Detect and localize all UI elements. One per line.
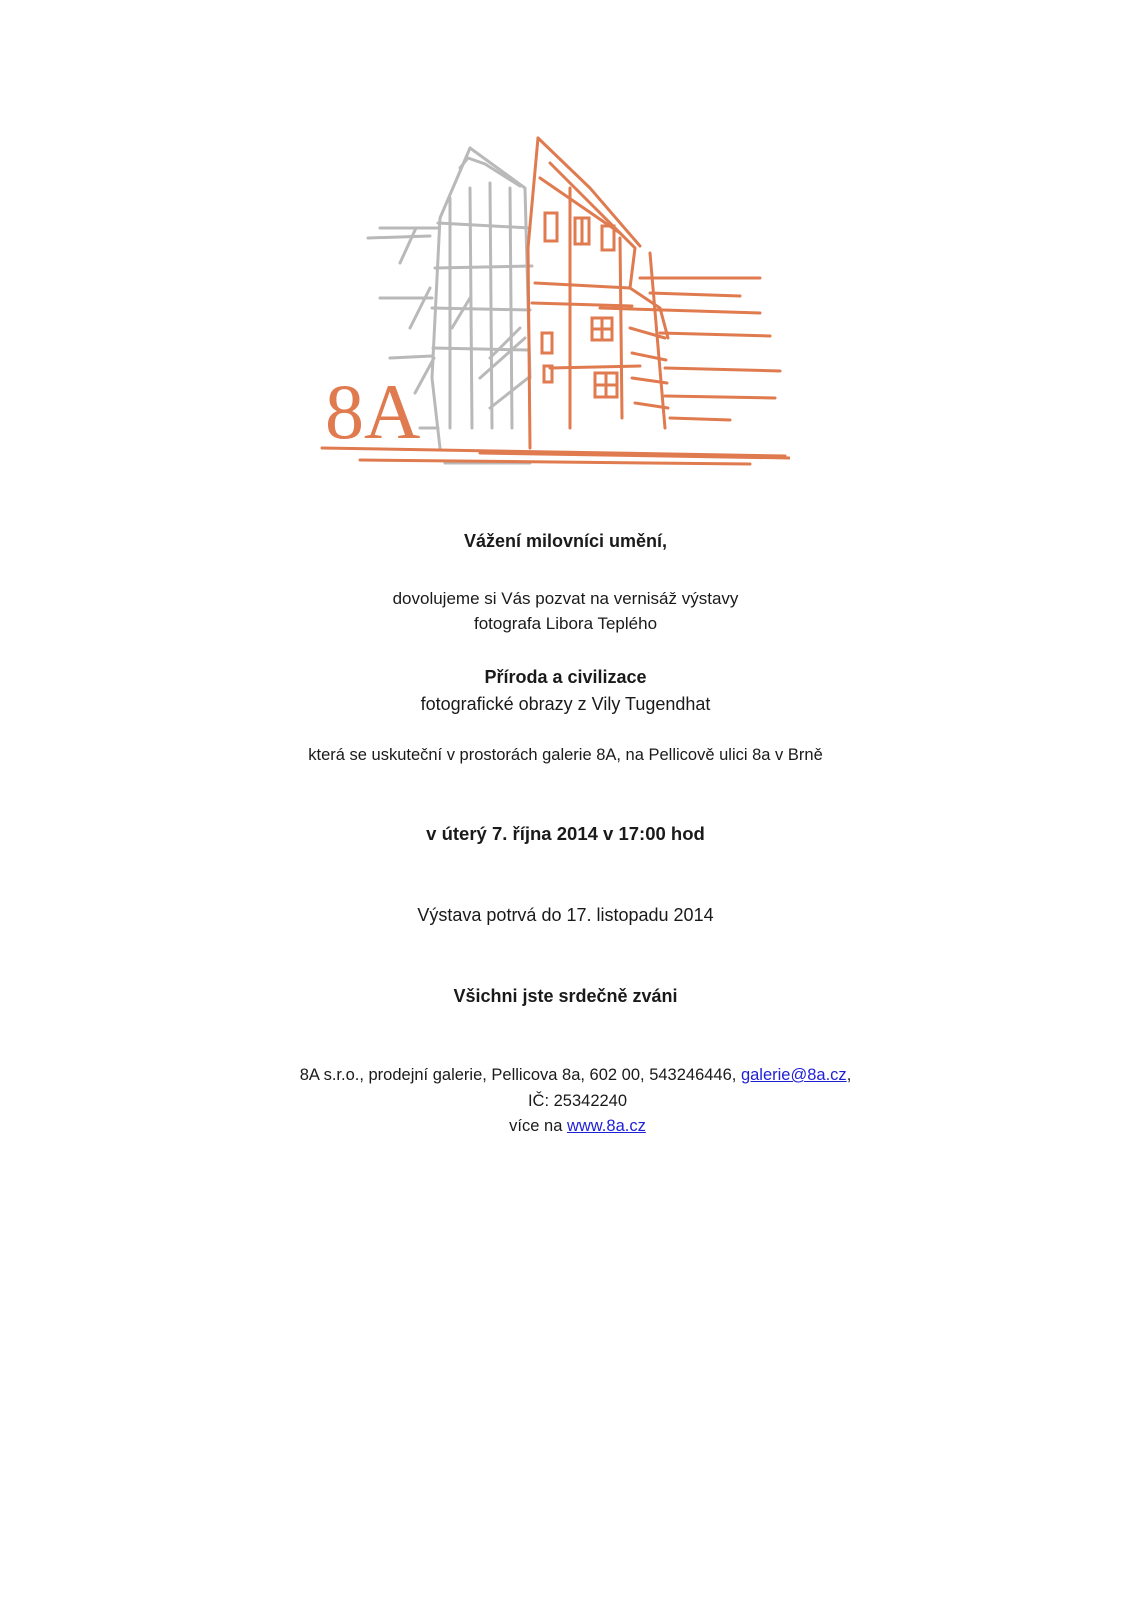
welcome-line: Všichni jste srdečně zváni: [453, 986, 678, 1006]
email-link[interactable]: galerie@8a.cz: [740, 1066, 847, 1084]
exhibition-title: Příroda a civilizace: [484, 667, 647, 687]
gallery-logo: [320, 128, 790, 500]
intro-line-1: dovolujeme si Vás pozvat na vernisáž výstavy: [392, 589, 739, 608]
contact-line-3: [12, 1117, 1131, 1136]
exhibition-duration: Výstava potrvá do 17. listopadu 2014: [417, 905, 714, 925]
contact-line-1: [10, 1066, 1131, 1085]
intro-line-2: fotografa Libora Teplého: [473, 614, 658, 633]
contact-address: 8A s.r.o., prodejní galerie, Pellicova 8a, 602 00, 543246446,: [299, 1066, 741, 1084]
greeting: Vážení milovníci umění,: [463, 531, 668, 551]
contact-ico: IČ: 25342240: [527, 1092, 628, 1110]
website-link[interactable]: www.8a.cz: [566, 1117, 646, 1135]
exhibition-subtitle: fotografické obrazy z Vily Tugendhat: [420, 694, 711, 714]
more-info-label: více na: [509, 1117, 567, 1135]
venue-line: která se uskuteční v prostorách galerie 8A, na Pellicově ulici 8a v Brně: [308, 746, 823, 764]
date-time: v úterý 7. října 2014 v 17:00 hod: [426, 823, 705, 844]
contact-comma: ,: [846, 1066, 852, 1084]
logo-text: 8A: [325, 368, 421, 455]
